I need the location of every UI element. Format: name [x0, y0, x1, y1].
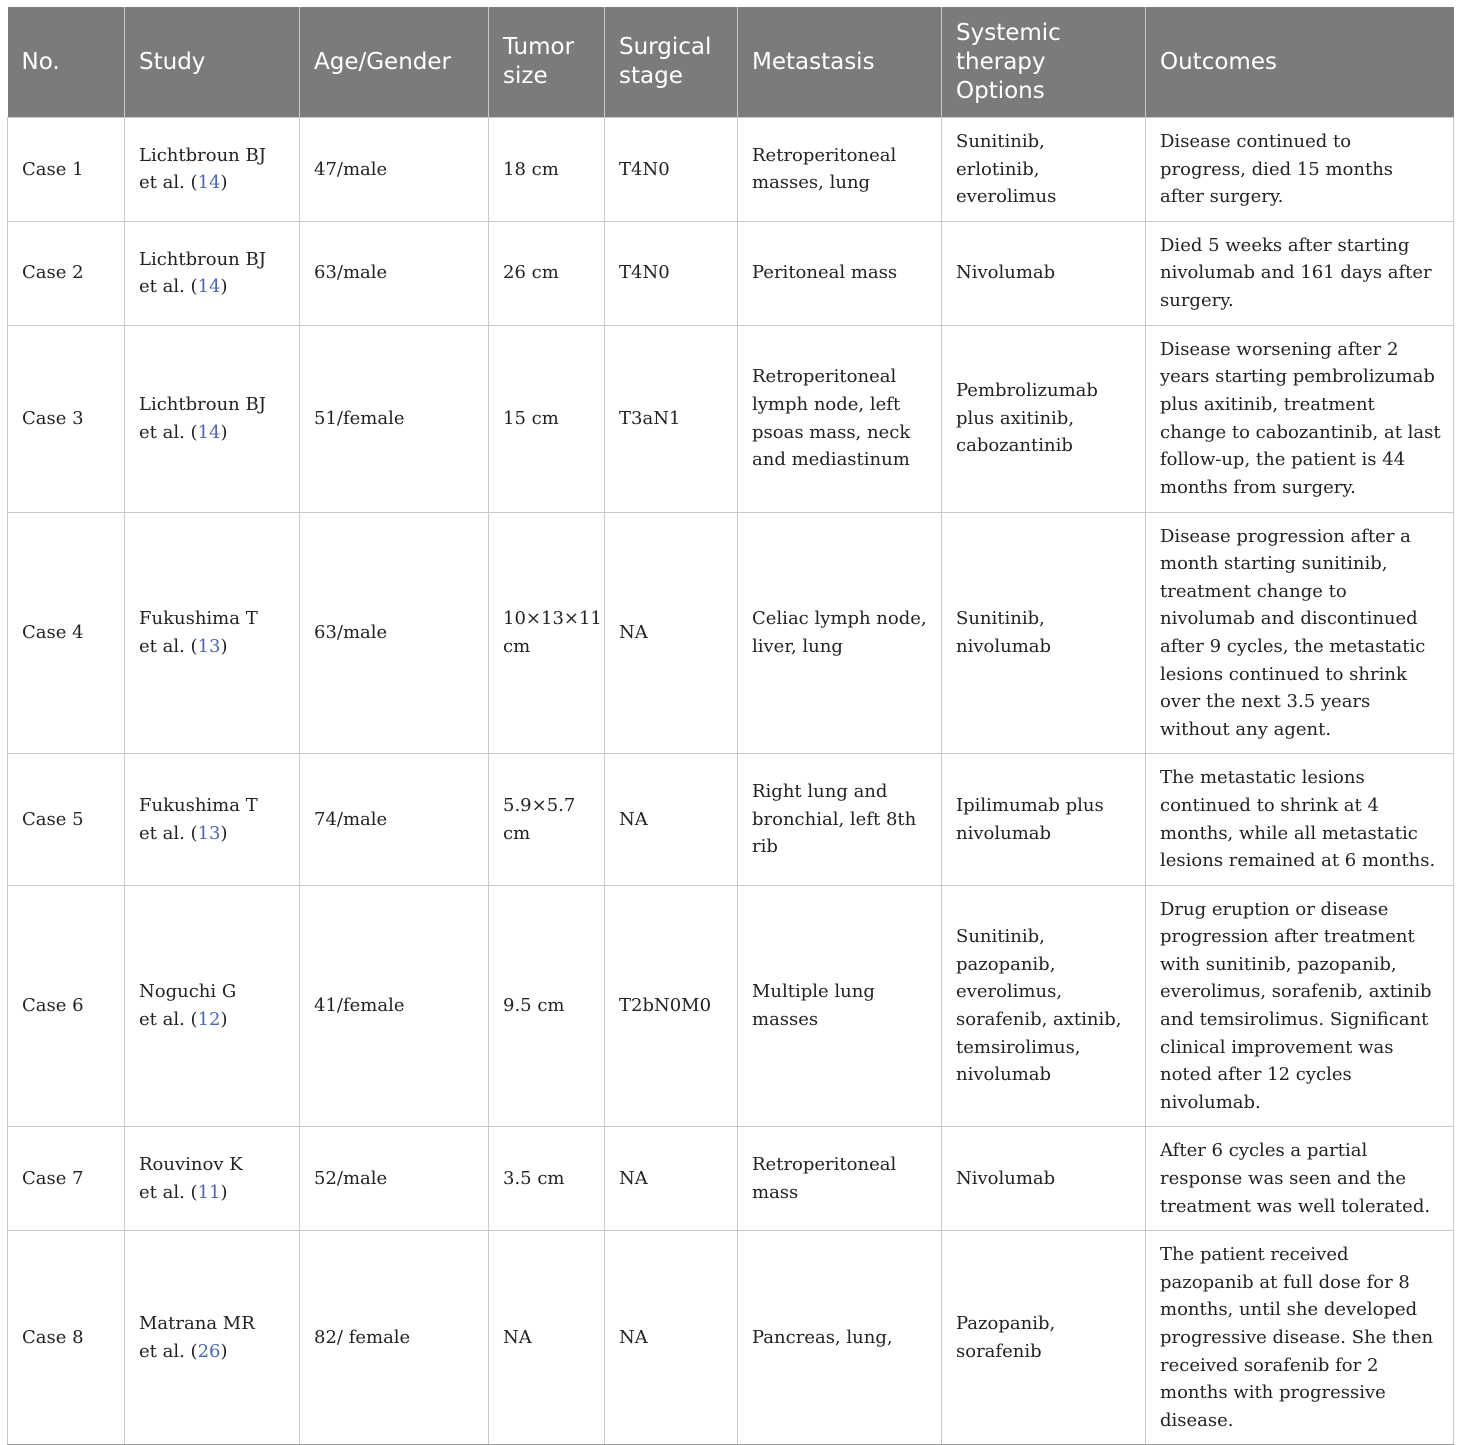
- cell-tumor-size: 3.5 cm: [489, 1127, 605, 1231]
- study-author: Noguchi G: [139, 981, 237, 1003]
- cell-no: Case 8: [8, 1231, 125, 1445]
- cell-metastasis: Pancreas, lung,: [738, 1231, 942, 1445]
- cell-no: Case 5: [8, 754, 125, 885]
- cell-outcomes: Drug eruption or disease progression after treatment with sunitinib, pazopanib, everolimus, sorafenib, axtinib and temsirolimus. Significant clinical improvement was noted after 12 cycles nivolumab.: [1146, 885, 1454, 1127]
- cell-tumor-size: 26 cm: [489, 221, 605, 325]
- cell-metastasis: Retroperitoneal masses, lung: [738, 118, 942, 222]
- reference-link[interactable]: 14: [197, 172, 221, 194]
- cell-study: Lichtbroun BJ et al. (14): [125, 221, 300, 325]
- study-author: Lichtbroun BJ: [139, 248, 266, 270]
- cell-no: Case 3: [8, 325, 125, 512]
- header-systemic-therapy: Systemic therapy Options: [942, 7, 1146, 118]
- cell-tumor-size: NA: [489, 1231, 605, 1445]
- study-etal: et al. (: [139, 172, 198, 194]
- cell-study: Fukushima T et al. (13): [125, 754, 300, 885]
- cell-age-gender: 63/male: [300, 221, 489, 325]
- cell-study: Fukushima T et al. (13): [125, 512, 300, 754]
- case-table-container: [7, 7, 1453, 1445]
- cell-no: Case 7: [8, 1127, 125, 1231]
- cell-outcomes: The patient received pazopanib at full dose for 8 months, until she developed progressive disease. She then received sorafenib for 2 months with progressive disease.: [1146, 1231, 1454, 1445]
- table-row: [8, 325, 1454, 512]
- cell-therapy: Pazopanib, sorafenib: [942, 1231, 1146, 1445]
- cell-therapy: Ipilimumab plus nivolumab: [942, 754, 1146, 885]
- study-author: Lichtbroun BJ: [139, 144, 266, 166]
- study-etal: et al. (: [139, 1340, 198, 1362]
- cell-study: Matrana MR et al. (26): [125, 1231, 300, 1445]
- cell-therapy: Nivolumab: [942, 221, 1146, 325]
- header-row: [8, 7, 1454, 118]
- reference-link[interactable]: 12: [197, 1009, 221, 1031]
- study-etal: et al. (: [139, 1181, 198, 1203]
- header-no: No.: [8, 7, 125, 118]
- study-etal: et al. (: [139, 1009, 198, 1031]
- case-table: [7, 7, 1454, 1445]
- cell-age-gender: 52/male: [300, 1127, 489, 1231]
- study-author: Fukushima T: [139, 608, 258, 630]
- study-author: Fukushima T: [139, 794, 258, 816]
- cell-stage: T2bN0M0: [605, 885, 738, 1127]
- cell-metastasis: Peritoneal mass: [738, 221, 942, 325]
- cell-tumor-size: 9.5 cm: [489, 885, 605, 1127]
- cell-therapy: Nivolumab: [942, 1127, 1146, 1231]
- table-row: [8, 1231, 1454, 1445]
- cell-stage: NA: [605, 1127, 738, 1231]
- reference-link[interactable]: 11: [197, 1181, 221, 1203]
- header-study: Study: [125, 7, 300, 118]
- cell-age-gender: 51/female: [300, 325, 489, 512]
- cell-outcomes: The metastatic lesions continued to shrink at 4 months, while all metastatic lesions remained at 6 months.: [1146, 754, 1454, 885]
- study-etal: et al. (: [139, 635, 198, 657]
- cell-metastasis: Multiple lung masses: [738, 885, 942, 1127]
- cell-tumor-size: 5.9×5.7 cm: [489, 754, 605, 885]
- cell-no: Case 4: [8, 512, 125, 754]
- table-header: [8, 7, 1454, 118]
- table-row: [8, 885, 1454, 1127]
- table-body: [8, 118, 1454, 1445]
- reference-link[interactable]: 13: [197, 635, 221, 657]
- cell-tumor-size: 15 cm: [489, 325, 605, 512]
- reference-link[interactable]: 14: [197, 421, 221, 443]
- cell-outcomes: Disease continued to progress, died 15 months after surgery.: [1146, 118, 1454, 222]
- study-author: Lichtbroun BJ: [139, 393, 266, 415]
- cell-tumor-size: 18 cm: [489, 118, 605, 222]
- cell-age-gender: 82/ female: [300, 1231, 489, 1445]
- reference-link[interactable]: 13: [197, 822, 221, 844]
- cell-outcomes: Died 5 weeks after starting nivolumab and 161 days after surgery.: [1146, 221, 1454, 325]
- cell-age-gender: 74/male: [300, 754, 489, 885]
- header-age-gender: Age/Gender: [300, 7, 489, 118]
- study-author: Rouvinov K: [139, 1154, 243, 1176]
- cell-therapy: Sunitinib, erlotinib, everolimus: [942, 118, 1146, 222]
- cell-outcomes: Disease progression after a month starting sunitinib, treatment change to nivolumab and discontinued after 9 cycles, the metastatic lesions continued to shrink over the next 3.5 years without any agent.: [1146, 512, 1454, 754]
- cell-outcomes: Disease worsening after 2 years starting pembrolizumab plus axitinib, treatment change to cabozantinib, at last follow-up, the patient is 44 months from surgery.: [1146, 325, 1454, 512]
- cell-metastasis: Retroperitoneal lymph node, left psoas mass, neck and mediastinum: [738, 325, 942, 512]
- cell-metastasis: Right lung and bronchial, left 8th rib: [738, 754, 942, 885]
- cell-study: Rouvinov K et al. (11): [125, 1127, 300, 1231]
- cell-outcomes: After 6 cycles a partial response was seen and the treatment was well tolerated.: [1146, 1127, 1454, 1231]
- cell-stage: NA: [605, 754, 738, 885]
- cell-stage: NA: [605, 512, 738, 754]
- cell-age-gender: 63/male: [300, 512, 489, 754]
- cell-no: Case 1: [8, 118, 125, 222]
- cell-stage: NA: [605, 1231, 738, 1445]
- table-row: [8, 118, 1454, 222]
- cell-stage: T3aN1: [605, 325, 738, 512]
- header-tumor-size: Tumor size: [489, 7, 605, 118]
- table-row: [8, 1127, 1454, 1231]
- reference-link[interactable]: 14: [197, 276, 221, 298]
- cell-age-gender: 41/female: [300, 885, 489, 1127]
- study-etal: et al. (: [139, 276, 198, 298]
- header-surgical-stage: Surgical stage: [605, 7, 738, 118]
- header-outcomes: Outcomes: [1146, 7, 1454, 118]
- cell-metastasis: Retroperitoneal mass: [738, 1127, 942, 1231]
- header-metastasis: Metastasis: [738, 7, 942, 118]
- table-row: [8, 512, 1454, 754]
- cell-therapy: Pembrolizumab plus axitinib, cabozantinib: [942, 325, 1146, 512]
- cell-study: Lichtbroun BJ et al. (14): [125, 325, 300, 512]
- study-etal: et al. (: [139, 822, 198, 844]
- cell-metastasis: Celiac lymph node, liver, lung: [738, 512, 942, 754]
- study-etal: et al. (: [139, 421, 198, 443]
- cell-tumor-size: 10×13×11 cm: [489, 512, 605, 754]
- reference-link[interactable]: 26: [197, 1340, 221, 1362]
- study-author: Matrana MR: [139, 1313, 255, 1335]
- cell-no: Case 2: [8, 221, 125, 325]
- table-row: [8, 221, 1454, 325]
- table-row: [8, 754, 1454, 885]
- cell-study: Noguchi G et al. (12): [125, 885, 300, 1127]
- cell-therapy: Sunitinib, nivolumab: [942, 512, 1146, 754]
- cell-stage: T4N0: [605, 118, 738, 222]
- cell-study: Lichtbroun BJ et al. (14): [125, 118, 300, 222]
- cell-no: Case 6: [8, 885, 125, 1127]
- cell-stage: T4N0: [605, 221, 738, 325]
- cell-age-gender: 47/male: [300, 118, 489, 222]
- cell-therapy: Sunitinib, pazopanib, everolimus, sorafenib, axtinib, temsirolimus, nivolumab: [942, 885, 1146, 1127]
